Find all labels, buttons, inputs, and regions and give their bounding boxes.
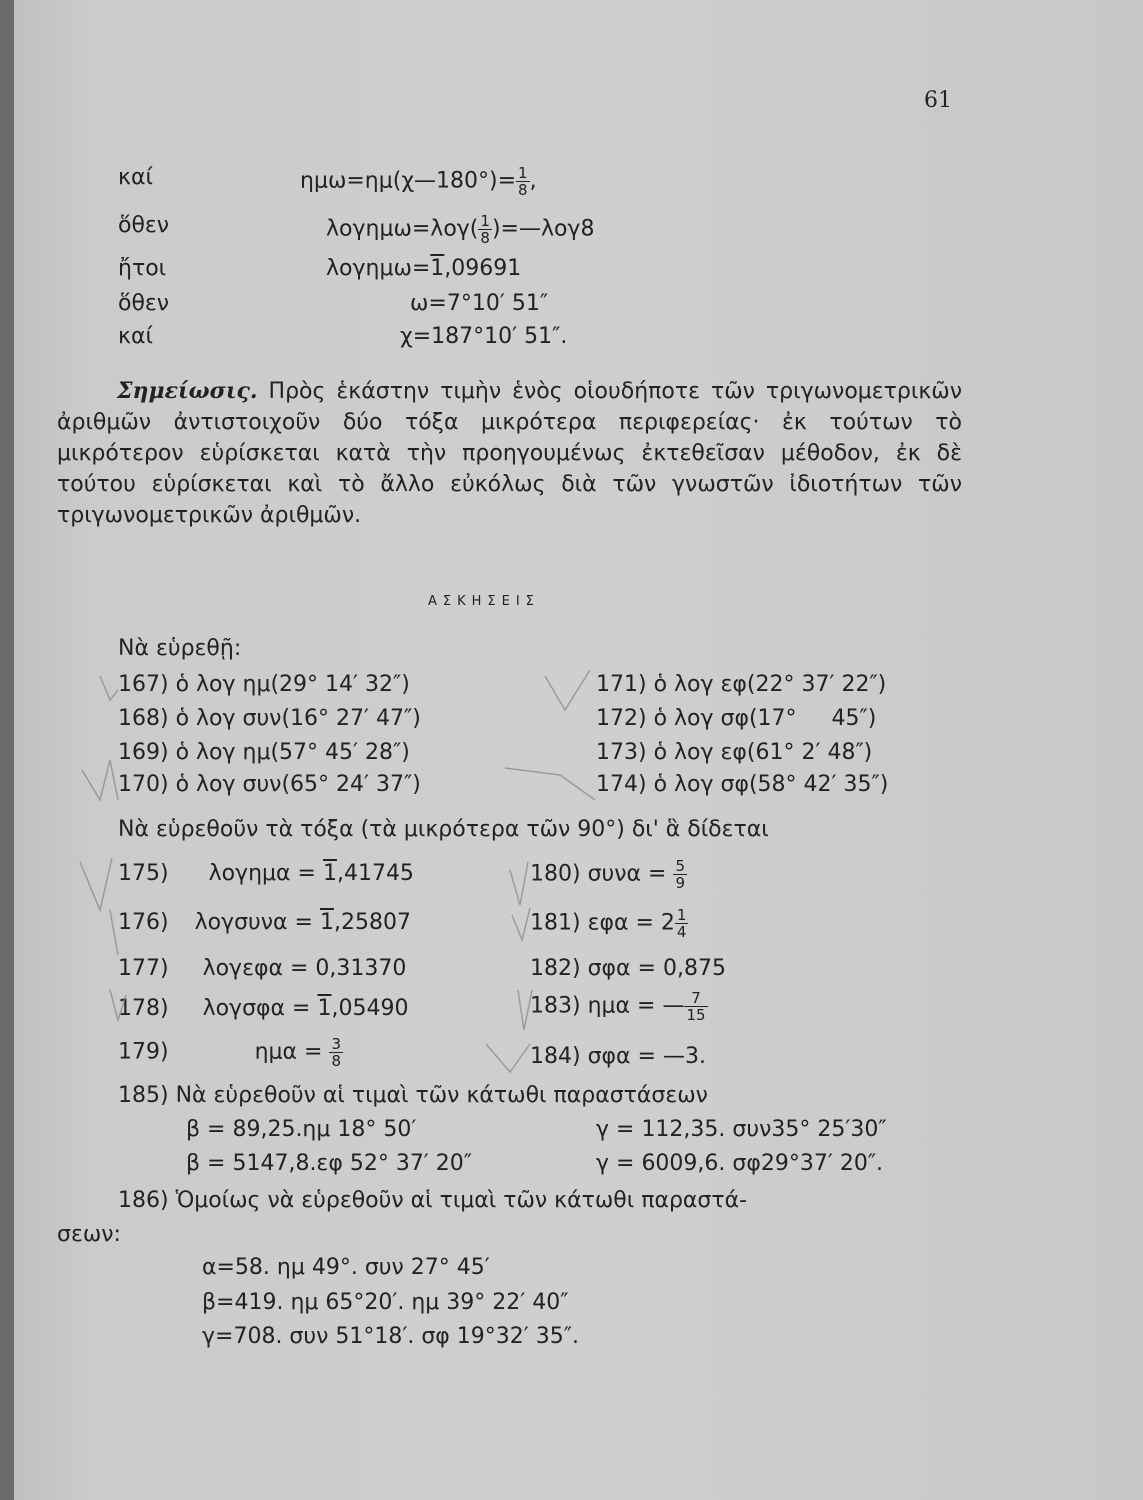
exercise-item: 172) ὁ λογ σφ(17° 45″): [596, 706, 877, 731]
expression: α=58. ημ 49°. συν 27° 45′: [202, 1255, 490, 1280]
intro-text: Νὰ εὑρεθοῦν τὰ τόξα (τὰ μικρότερα τῶν 90°) δι' ἃ δίδεται: [118, 817, 769, 842]
exercise-item: 179) ημα = $\frac{3}{8}$: [118, 1035, 341, 1070]
exercise-item: 180) συνα = $\frac{5}{9}$: [530, 857, 686, 892]
intro-text: Νὰ εὑρεθῇ:: [118, 636, 242, 661]
derivation-expr: χ=187°10′ 51″.: [400, 324, 568, 349]
fraction: $\frac{5}{9}$: [675, 857, 686, 892]
pencil-mark: [486, 1044, 530, 1072]
exercise-item: 186) Ὁμοίως νὰ εὑρεθοῦν αἱ τιμαὶ τῶν κάτωθι παραστά-: [118, 1188, 748, 1213]
fraction: $\frac{1}{4}$: [676, 906, 687, 941]
pencil-mark: [545, 670, 590, 710]
exercise-item: 177) λογεφα = 0,31370: [118, 956, 407, 981]
fraction: $\frac{3}{8}$: [331, 1035, 341, 1070]
expression: β = 5147,8.εφ 52° 37′ 20″: [186, 1151, 473, 1176]
expression: γ=708. συν 51°18′. σφ 19°32′ 35″.: [202, 1324, 579, 1349]
pencil-mark: [505, 768, 595, 800]
pencil-mark: [510, 862, 528, 905]
exercise-item: 184) σφα = —3.: [530, 1044, 706, 1069]
fraction: $\frac{1}{8}$: [480, 212, 490, 247]
exercise-item: 185) Νὰ εὑρεθοῦν αἱ τιμαὶ τῶν κάτωθι παραστάσεων: [118, 1083, 708, 1108]
exercise-item: 182) σφα = 0,875: [530, 956, 726, 981]
exercise-item: 168) ὁ λογ συν(16° 27′ 47″): [118, 706, 421, 731]
exercise-item: 173) ὁ λογ εφ(61° 2′ 48″): [596, 740, 873, 765]
exercise-item: 181) εφα = 2 $\frac{1}{4}$: [530, 906, 687, 941]
pencil-mark: [80, 858, 112, 910]
exercise-item: 174) ὁ λογ σφ(58° 42′ 35″): [596, 772, 889, 797]
derivation-expr: ω=7°10′ 51″: [410, 291, 549, 316]
fraction: $\frac{1}{8}$: [518, 164, 528, 199]
derivation-label: ὅθεν: [118, 291, 170, 316]
page-number: 61: [924, 88, 952, 113]
note-body: Πρὸς ἑκάστην τιμὴν ἑνὸς οἱουδήποτε τῶν τριγωνομετρικῶν ἀριθμῶν ἀντιστοιχοῦν δύο τόξα μικρότερα περιφερείας· ἐκ τούτων τὸ μικρότερον εὑρίσκεται κατὰ τὴν προηγουμένως ἐκτεθεῖσαν μέθοδον, ἐκ δὲ τούτου εὑρίσκεται καὶ τὸ ἄλλο εὐκόλως διὰ τῶν γνωστῶν ἰδιοτήτων τῶν τριγωνομετρικῶν ἀριθμῶν.: [57, 379, 962, 528]
derivation-label: καί: [118, 165, 153, 190]
pencil-mark: [512, 908, 530, 940]
expression: γ = 112,35. συν35° 25′30″: [596, 1117, 887, 1142]
exercise-item: 169) ὁ λογ ημ(57° 45′ 28″): [118, 740, 410, 765]
exercise-item: 183) ημα = — $\frac{7}{15}$: [530, 989, 706, 1024]
derivation-expr: λογημω=λογ( $\frac{1}{8}$ )=—λογ8: [326, 212, 595, 247]
derivation-expr: ημω=ημ(χ—180°)= $\frac{1}{8}$ ,: [300, 164, 537, 199]
derivation-expr: λογημω=1,09691: [326, 256, 522, 281]
pencil-mark: [110, 910, 118, 955]
exercise-item: 170) ὁ λογ συν(65° 24′ 37″): [118, 772, 421, 797]
exercise-item: 175) λογημα = 1,41745: [118, 861, 414, 886]
exercise-item: 167) ὁ λογ ημ(29° 14′ 32″): [118, 672, 410, 697]
expression: β=419. ημ 65°20′. ημ 39° 22′ 40″: [202, 1290, 569, 1315]
note-title: Σημείωσις.: [117, 378, 258, 404]
derivation-label: ὅθεν: [118, 213, 170, 238]
exercise-item: 171) ὁ λογ εφ(22° 37′ 22″): [596, 672, 887, 697]
exercise-item: σεων:: [57, 1222, 121, 1247]
fraction: $\frac{7}{15}$: [686, 989, 706, 1024]
pencil-mark: [100, 676, 118, 700]
pencil-mark: [82, 760, 118, 800]
pencil-mark: [518, 990, 532, 1030]
exercise-item: 176) λογσυνα = 1,25807: [118, 910, 411, 935]
exercise-item: 178) λογσφα = 1,05490: [118, 996, 409, 1021]
derivation-label: ἤτοι: [118, 256, 167, 281]
expression: γ = 6009,6. σφ29°37′ 20″.: [596, 1151, 884, 1176]
exercises-heading: ΑΣΚΗΣΕΙΣ: [428, 594, 540, 609]
expression: β = 89,25.ημ 18° 50′: [186, 1117, 417, 1142]
derivation-label: καί: [118, 324, 153, 349]
pencil-mark: [110, 990, 126, 1020]
